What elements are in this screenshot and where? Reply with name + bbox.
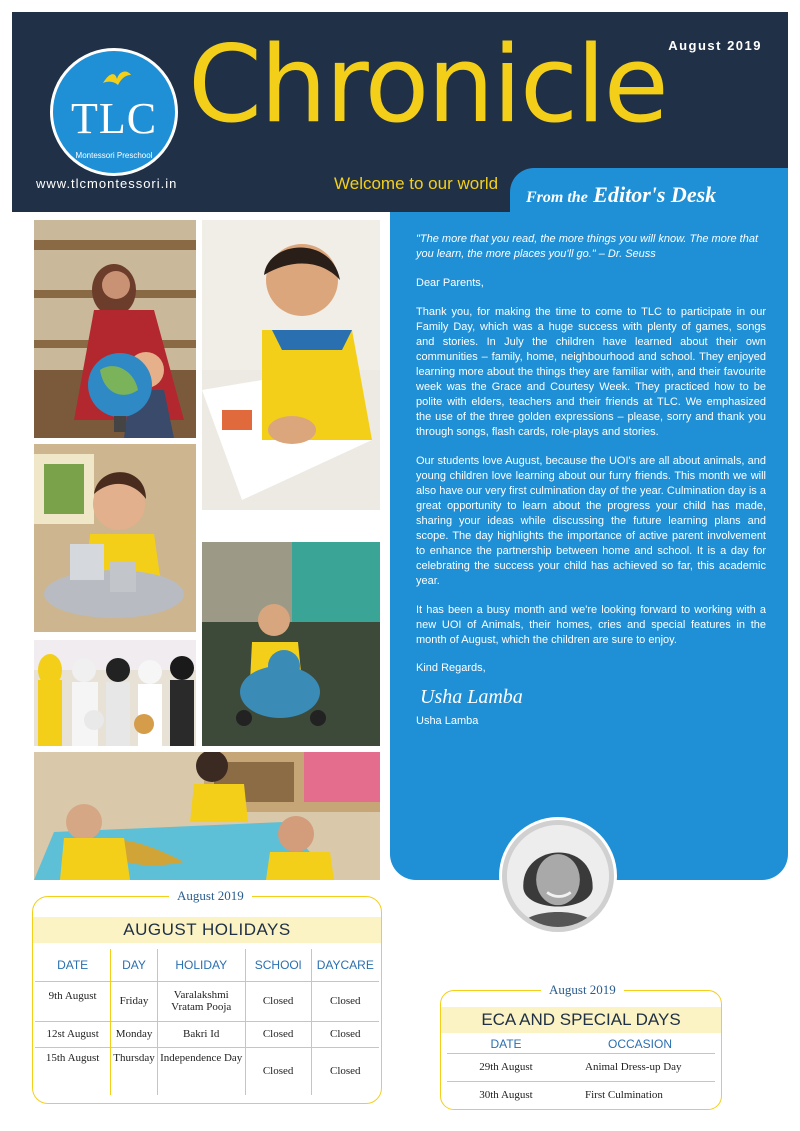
editor-title-main: Editor's Desk (593, 182, 717, 207)
photo-reading-book (202, 220, 380, 510)
photo-map-puzzle (34, 752, 380, 880)
eca-table (447, 1035, 715, 1109)
holiday-day: Friday (111, 981, 158, 1021)
photo-globe-lesson (34, 220, 196, 438)
col-daycare: DAYCARE (311, 949, 379, 981)
editor-title-prefix: From the (526, 189, 588, 206)
table-row (447, 1053, 715, 1081)
issue-date: August 2019 (668, 38, 762, 53)
table-row (35, 1021, 379, 1047)
col-holiday: HOLIDAY (157, 949, 245, 981)
letter-paragraph: Thank you, for making the time to come to TLC to participate in our Family Day, which was a huge success with plenty of games, songs and stories. In July the children have learned about their own communities – family, home, neighbourhood and school. They enjoyed learning more about the things they are familiar with, and their favourite week was the Grace and Courtesy Week. They practiced how to be polite with elders, teachers and their friends at TLC. We emphasized the use of the three golden expressions – please, sorry and thank you through songs, flash cards, role-plays and stories. (416, 306, 766, 438)
website-link[interactable]: www.tlcmontessori.in (36, 176, 178, 191)
eca-date: 29th August (447, 1053, 565, 1081)
tagline: Welcome to our world (334, 174, 499, 193)
col-day: DAY (111, 949, 158, 981)
eca-occasion: Animal Dress-up Day (565, 1053, 715, 1081)
newsletter-title: Chronicle (188, 23, 667, 146)
photo-pouring-activity (34, 444, 196, 632)
letter-paragraph: Our students love August, because the UOI's are all about animals, and young children love learning about our furry friends. This month we will also have our very first culmination day of the year. Culmination day is a great opportunity to learn about the progress your child has made, sharing your ideas while discussing the future learning plans and scope. The day highlights the importance of active parent involvement to enhance the partnership between home and school. It is a day for celebrating the success your child has achieved so far, this academic year. (416, 455, 766, 587)
holiday-day: Monday (111, 1021, 158, 1047)
logo-text: TLC (70, 94, 158, 143)
holiday-date: 9th August (35, 981, 111, 1021)
handwritten-signature: Usha Lamba (420, 686, 523, 708)
holidays-title: AUGUST HOLIDAYS (33, 917, 381, 943)
bird-icon (101, 69, 133, 91)
logo-subtitle: Montessori Preschool (75, 151, 153, 160)
col-date: DATE (447, 1035, 565, 1053)
table-row (447, 1081, 715, 1109)
col-date: DATE (35, 949, 111, 981)
eca-month-label: August 2019 (541, 982, 624, 998)
col-occasion: OCCASION (565, 1035, 715, 1053)
tlc-logo (50, 48, 178, 176)
letter-paragraph: It has been a busy month and we're looking forward to working with a new UOI of Animals, their homes, cries and special features in the month of August, which the children are sure to enjoy. (416, 604, 766, 646)
holidays-month-label: August 2019 (169, 888, 252, 904)
daycare-status: Closed (311, 981, 379, 1021)
holiday-name: Independence Day (157, 1047, 245, 1095)
photo-animal-costumes (34, 640, 196, 746)
table-row (35, 1047, 379, 1095)
eca-date: 30th August (479, 1089, 533, 1102)
eca-occasion: First Culmination (585, 1089, 663, 1102)
eca-title: ECA AND SPECIAL DAYS (441, 1007, 721, 1033)
editor-desk-tab (510, 168, 788, 218)
school-status: Closed (245, 1047, 311, 1095)
quote: "The more that you read, the more things you will know. The more that you learn, the more places you'll go." – Dr. Seuss (416, 233, 759, 260)
editor-letter (390, 212, 788, 880)
daycare-status: Closed (311, 1021, 379, 1047)
daycare-status: Closed (311, 1047, 379, 1095)
signer-name: Usha Lamba (416, 715, 479, 727)
closing: Kind Regards, (416, 662, 486, 674)
holiday-date: 15th August (45, 1051, 100, 1064)
photo-ride-on-toy (202, 542, 380, 746)
holidays-card (32, 888, 382, 1104)
school-status: Closed (245, 1021, 311, 1047)
holiday-date: 12st August (35, 1021, 111, 1047)
col-school: SCHOOl (245, 949, 311, 981)
school-status: Closed (245, 981, 311, 1021)
holiday-name: Bakri Id (157, 1021, 245, 1047)
editor-portrait (502, 820, 614, 932)
table-row (35, 981, 379, 1021)
greeting: Dear Parents, (416, 277, 484, 289)
holiday-day: Thursday (111, 1047, 158, 1095)
eca-card (440, 982, 722, 1110)
holiday-name: Varalakshmi Vratam Pooja (157, 981, 245, 1021)
editor-desk-heading (526, 182, 716, 208)
holidays-table (35, 949, 379, 1095)
